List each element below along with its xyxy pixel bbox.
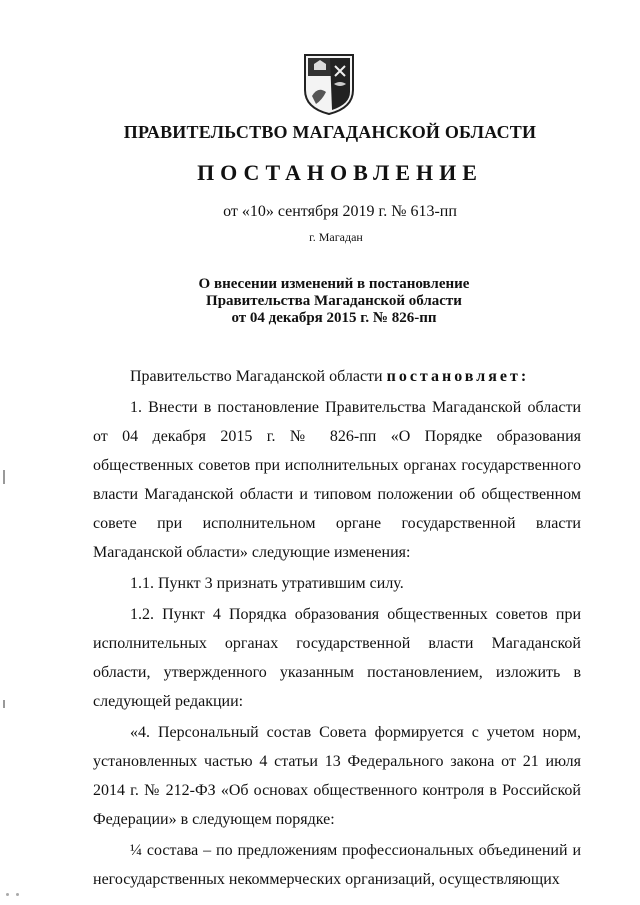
paragraph-1: 1. Внести в постановление Правительства Магаданской области от 04 декабря 2015 г. № 826-пп «О Порядке образования общественных советов при исполнительных органах государственного власти Магаданской области и типовом положении об общественном совете при исполнительном органе государственной власти Магаданской области» следующие изменения: (93, 399, 581, 561)
scan-margin-mark (3, 700, 5, 708)
resolves-word: постановляет: (386, 368, 530, 385)
paragraph-1-2: 1.2. Пункт 4 Порядка образования общественных советов при исполнительных органах государственной власти Магаданской области, утвержденного указанным постановлением, изложить в следующей редакции: (93, 606, 581, 710)
scan-margin-mark (3, 470, 5, 484)
subject-line: О внесении изменений в постановление (198, 276, 470, 292)
paragraph-4-quote: «4. Персональный состав Совета формируется с учетом норм, установленных частью 4 статьи 13 Федерального закона от 21 июля 2014 г. № 212-ФЗ «Об основах общественного контроля в Российской Федерации» в следующем порядке: (93, 724, 581, 828)
subject-line: от 04 декабря 2015 г. № 826-пп (231, 310, 437, 326)
intro-prefix: Правительство Магаданской области (130, 368, 387, 385)
city-line: г. Магадан (309, 230, 363, 244)
scan-dot-mark (6, 893, 9, 896)
document-type-title: ПОСТАНОВЛЕНИЕ (197, 160, 483, 185)
coat-of-arms-emblem (302, 52, 356, 116)
document-body (93, 362, 581, 894)
subject-line: Правительства Магаданской области (206, 293, 462, 309)
scan-dot-mark (16, 893, 19, 896)
intro-paragraph (93, 362, 581, 391)
paragraph-quarter: ¼ состава – по предложениям профессиональных объединений и негосударственных некоммерческих организаций, осуществляющих (93, 842, 581, 888)
document-subject (0, 276, 640, 327)
organization-heading: ПРАВИТЕЛЬСТВО МАГАДАНСКОЙ ОБЛАСТИ (123, 122, 537, 142)
date-number-line: от «10» сентября 2019 г. № 613-пп (223, 203, 457, 220)
paragraph-1-1: 1.1. Пункт 3 признать утратившим силу. (130, 575, 404, 592)
